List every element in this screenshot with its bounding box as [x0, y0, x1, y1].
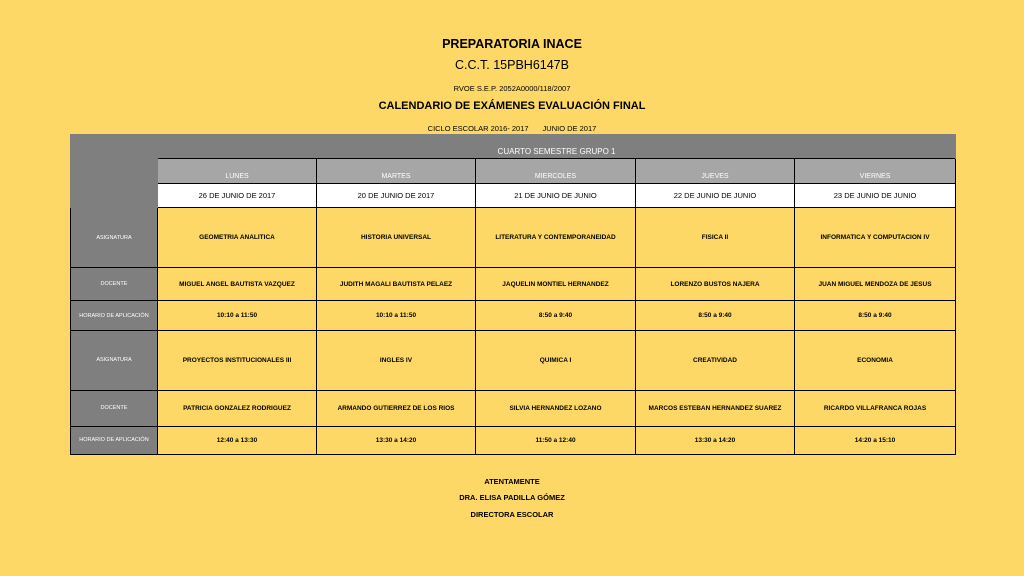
- subject-cell: GEOMETRIA ANALITICA: [158, 208, 317, 268]
- table-corner: [71, 135, 158, 208]
- teacher-cell: SILVIA HERNANDEZ LOZANO: [476, 390, 636, 426]
- subject-cell: INGLES IV: [317, 330, 476, 390]
- subject-cell: ECONOMIA: [795, 330, 956, 390]
- subject-cell: HISTORIA UNIVERSAL: [317, 208, 476, 268]
- time-cell: 10:10 a 11:50: [158, 301, 317, 330]
- closing-line: ATENTAMENTE: [484, 477, 540, 486]
- time-cell: 8:50 a 9:40: [476, 301, 636, 330]
- subject-cell: FISICA II: [636, 208, 795, 268]
- row-label-subject: ASIGNATURA: [71, 330, 158, 390]
- time-cell: 13:30 a 14:20: [636, 426, 795, 454]
- calendar-title: CALENDARIO DE EXÁMENES EVALUACIÓN FINAL: [378, 100, 646, 112]
- time-cell: 10:10 a 11:50: [317, 301, 476, 330]
- time-cell: 13:30 a 14:20: [317, 426, 476, 454]
- row-label-teacher: DOCENTE: [71, 390, 158, 426]
- subject-cell: LITERATURA Y CONTEMPORANEIDAD: [476, 208, 636, 268]
- day-header: LUNES: [158, 159, 317, 184]
- time-cell: 12:40 a 13:30: [158, 426, 317, 454]
- signatory-title: DIRECTORA ESCOLAR: [470, 510, 554, 519]
- row-label-teacher: DOCENTE: [71, 268, 158, 301]
- subject-cell: CREATIVIDAD: [636, 330, 795, 390]
- teacher-cell: MIGUEL ANGEL BAUTISTA VAZQUEZ: [158, 268, 317, 301]
- subject-cell: INFORMATICA Y COMPUTACION IV: [795, 208, 956, 268]
- exam-schedule-table: [70, 134, 956, 455]
- teacher-cell: ARMANDO GUTIERREZ DE LOS RIOS: [317, 390, 476, 426]
- day-header: JUEVES: [636, 159, 795, 184]
- cct-code: C.C.T. 15PBH6147B: [455, 58, 569, 72]
- subject-cell: PROYECTOS INSTITUCIONALES III: [158, 330, 317, 390]
- row-label-schedule: HORARIO DE APLICACIÓN: [71, 301, 158, 330]
- time-cell: 11:50 a 12:40: [476, 426, 636, 454]
- day-header: MARTES: [317, 159, 476, 184]
- teacher-cell: MARCOS ESTEBAN HERNANDEZ SUAREZ: [636, 390, 795, 426]
- exam-month: JUNIO DE 2017: [542, 124, 597, 133]
- row-label-subject: ASIGNATURA: [71, 208, 158, 268]
- school-cycle: CICLO ESCOLAR 2016- 2017: [427, 124, 529, 133]
- teacher-cell: JUAN MIGUEL MENDOZA DE JESUS: [795, 268, 956, 301]
- time-cell: 8:50 a 9:40: [795, 301, 956, 330]
- teacher-cell: JAQUELIN MONTIEL HERNANDEZ: [476, 268, 636, 301]
- rvoe-code: RVOE S.E.P. 2052A0000/118/2007: [453, 84, 571, 93]
- cycle-line: [0, 124, 1024, 133]
- semester-header: CUARTO SEMESTRE GRUPO 1: [158, 135, 956, 159]
- exam-date: 23 DE JUNIO DE JUNIO: [795, 184, 956, 208]
- teacher-cell: RICARDO VILLAFRANCA ROJAS: [795, 390, 956, 426]
- exam-date: 20 DE JUNIO DE 2017: [317, 184, 476, 208]
- time-cell: 8:50 a 9:40: [636, 301, 795, 330]
- day-header: VIERNES: [795, 159, 956, 184]
- exam-date: 21 DE JUNIO DE JUNIO: [476, 184, 636, 208]
- day-header: MIERCOLES: [476, 159, 636, 184]
- teacher-cell: LORENZO BUSTOS NAJERA: [636, 268, 795, 301]
- school-name: PREPARATORIA INACE: [442, 37, 582, 51]
- row-label-schedule: HORARIO DE APLICACIÓN: [71, 426, 158, 454]
- time-cell: 14:20 a 15:10: [795, 426, 956, 454]
- teacher-cell: PATRICIA GONZALEZ RODRIGUEZ: [158, 390, 317, 426]
- teacher-cell: JUDITH MAGALI BAUTISTA PELAEZ: [317, 268, 476, 301]
- signatory-name: DRA. ELISA PADILLA GÓMEZ: [459, 493, 565, 502]
- subject-cell: QUIMICA I: [476, 330, 636, 390]
- exam-date: 26 DE JUNIO DE 2017: [158, 184, 317, 208]
- exam-date: 22 DE JUNIO DE JUNIO: [636, 184, 795, 208]
